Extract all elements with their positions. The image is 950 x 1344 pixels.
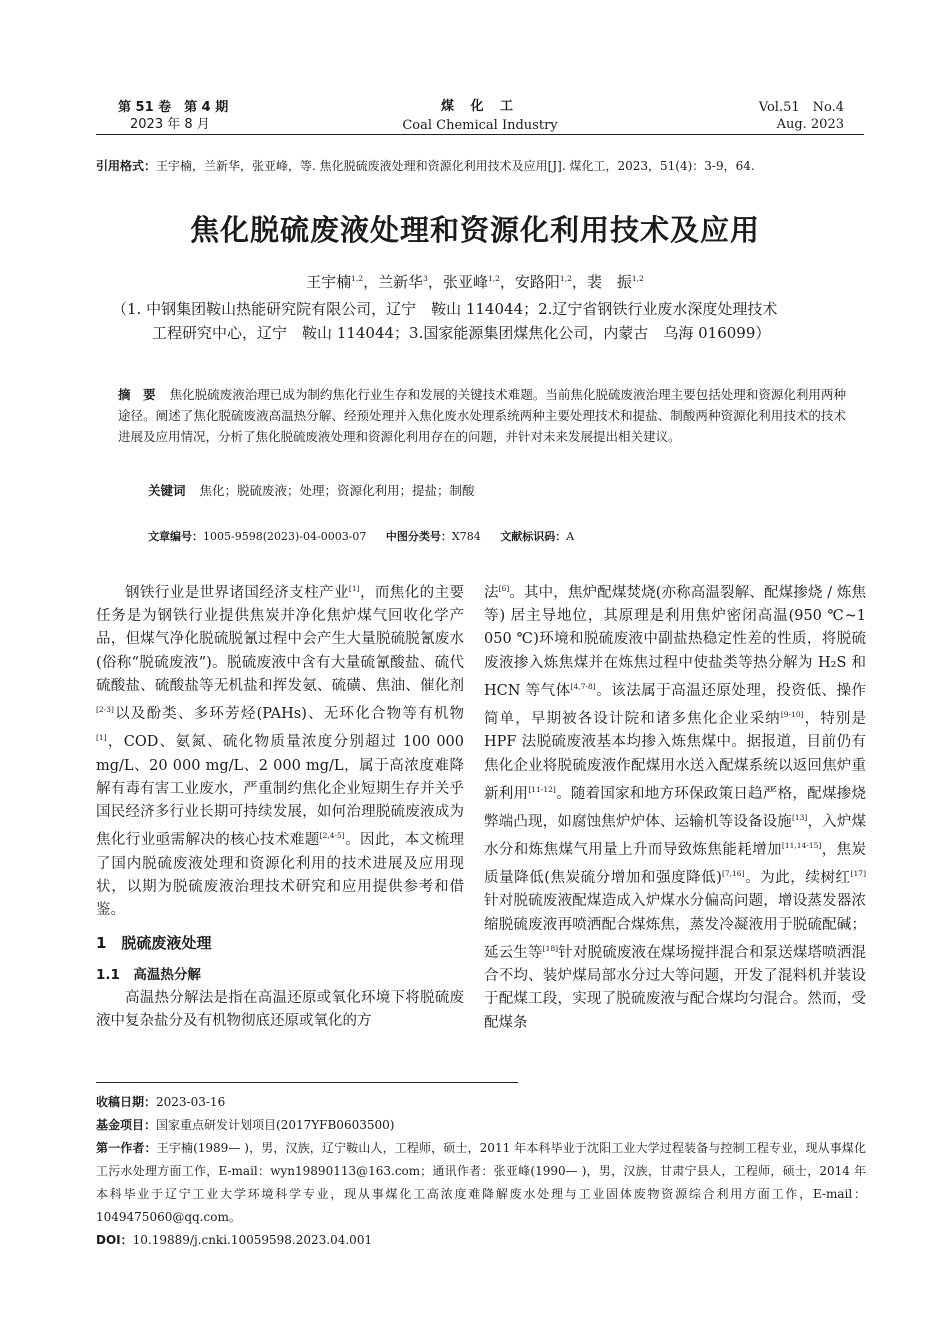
body-paragraph: 高温热分解法是指在高温还原或氧化环境下将脱硫废液中复杂盐分及有机物彻底还原或氧化的方 (96, 990, 464, 1030)
text-run: 法 (484, 584, 499, 601)
text-run: 针对脱硫废液在煤场搅拌混合和泵送煤塔喷洒混合不均、装炉煤局部水分过大等问题，开发了混料机并装设于配煤工段，实现了脱硫废液与配合煤均匀混合。然而，受配煤条 (484, 944, 866, 1031)
reference-mark: [2-3] (96, 705, 114, 715)
article-number-label: 文章编号： (148, 530, 203, 543)
intro-paragraph (96, 577, 464, 922)
text-run: 。其中，焦炉配煤焚烧(亦称高温裂解、配煤掺烧 / 炼焦等) 居主导地位，其原理是利用焦炉密闭高温(950 ℃~1 050 ℃)环境和脱硫废液中副盐热稳定性差的性质，将脱硫废液掺入炼焦煤并在炼焦过程中使盐类等热分解为 (484, 584, 866, 671)
text-run: 。为此，续树红 (744, 870, 851, 887)
citation-label: 引用格式： (96, 159, 157, 173)
author-name: 王宇楠 (306, 273, 352, 291)
header-rule (96, 134, 864, 135)
affiliation-line-2: 工程研究中心，辽宁 鞍山 114044；3.国家能源集团煤焦化公司，内蒙古 乌海 016099） (152, 324, 771, 342)
journal-name-en: Coal Chemical Industry (402, 118, 558, 133)
citation-text: 王宇楠，兰新华，张亚峰，等. 焦化脱硫废液处理和资源化利用技术及应用[J]. 煤化工，2023，51(4)：3-9，64. (156, 159, 755, 173)
author-list: 王宇楠$^{1,2}$，兰新华$^3$，张亚峰$^{1,2}$，安路阳$^{1,2}$，裴 振$^{1,2}$ (306, 273, 644, 291)
doi (96, 1229, 866, 1252)
header-center (330, 97, 630, 135)
abstract (118, 384, 846, 447)
reference-mark: [4,7-8] (570, 682, 596, 692)
clc-label: 中图分类号： (385, 530, 452, 543)
first-author-label: 第一作者： (96, 1141, 157, 1155)
first-author-value: 王宇楠(1989— )，男，汉族，辽宁鞍山人，工程师，硕士，2011 年本科毕业于沈阳工业大学过程装备与控制工程专业，现从事煤化工污水处理方面工作，E-mail：wyn19890113@163.com；通讯作者：张亚峰(1990— )，男，汉族，甘肃宁县人，工程师，硕士，2014 年本科毕业于辽宁工业大学环境科学专业，现从事煤化工高浓度难降解废水处理与工业固体废物资源综合利用方面工作，E-mail：1049475060@qq.com。 (96, 1141, 866, 1224)
chemical-formula: H₂S (818, 654, 847, 671)
reference-mark: [11,14-15] (781, 841, 822, 851)
text-run: ，焦炭质量降低(焦炭硫分增加和强度降低) (484, 841, 866, 887)
reference-mark: [11-12] (528, 784, 556, 794)
author-affiliation-mark: 3 (423, 274, 428, 283)
article-number: 1005-9598(2023)-04-0003-07 (203, 530, 367, 543)
doi-label: DOI： (96, 1233, 133, 1247)
received-label: 收稿日期： (96, 1095, 157, 1109)
reference-mark: [9-10] (780, 710, 804, 720)
abstract-text: 焦化脱硫废液治理已成为制约焦化行业生存和发展的关键技术难题。当前焦化脱硫废液治理主要包括处理和资源化利用两种途径。阐述了焦化脱硫废液高温热分解、经预处理并入焦化废水处理系统两种主要处理技术和提盐、制酸两种资源化利用技术的技术进展及应用情况，分析了焦化脱硫废液处理和资源化利用存在的问题，并针对未来发展提出相关建议。 (118, 387, 846, 444)
fund-project (96, 1114, 866, 1137)
received-date (96, 1091, 866, 1114)
text-run: ，COD、氨氮、硫化物质量浓度分别超过 100 000 mg/L、20 000 mg/L、2 000 mg/L，属于高浓度难降解有毒有害工业废水，严重制约焦化企业短期生存并关乎国民经济多行业长期可持续发展，如何治理脱硫废液成为焦化行业亟需解决的核心技术难题 (96, 734, 464, 849)
affiliation-line-1: （1. 中钢集团鞍山热能研究院有限公司，辽宁 鞍山 114044；2.辽宁省钢铁行业废水深度处理技术 (112, 300, 778, 318)
text-run: ，特别是 HPF 法脱硫废液基本均掺入炼焦煤中。据报道，目前仍有焦化企业将脱硫废液作配煤用水送入配煤系统以返回焦炉重新利用 (484, 710, 867, 802)
reference-mark: [1] (348, 584, 360, 593)
author-affiliation-mark: 1,2 (487, 274, 500, 283)
subsection-heading: 1.1 高温热分解 (96, 966, 201, 983)
author-name: 兰新华 (378, 273, 424, 291)
body-right-column (484, 577, 866, 1035)
journal-name-cn: 煤 化 工 (440, 99, 520, 114)
date-cn: 2023 年 8 月 (130, 117, 210, 132)
reference-mark: [18] (542, 943, 559, 953)
date-en: Aug. 2023 (776, 117, 844, 132)
first-author-note (96, 1137, 866, 1229)
affiliations (112, 297, 852, 345)
body-left-column (96, 577, 464, 1034)
document-code-label: 文献标识码： (500, 530, 567, 543)
keywords (148, 481, 475, 499)
header-right (759, 99, 844, 133)
author-affiliation-mark: 1,2 (559, 274, 572, 283)
reference-mark: [1] (96, 733, 107, 743)
author-affiliation-mark: 1,2 (351, 274, 364, 283)
keywords-label: 关键词 (148, 483, 186, 498)
text-run: 针对脱硫废液配煤造成入炉煤水分偏高问题，增设蒸发器浓缩脱硫废液再喷洒配合煤炼焦，蒸发冷凝液用于脱硫配碱；延云生等 (484, 893, 866, 961)
author-name: 安路阳 (514, 273, 560, 291)
abstract-label: 摘 要 (118, 387, 156, 402)
reference-mark: [6] (498, 584, 510, 593)
footnote-rule (96, 1082, 518, 1083)
author-affiliation-mark: 1,2 (631, 274, 644, 283)
reference-mark: [7,16] (721, 869, 745, 879)
clc-number: X784 (451, 530, 481, 543)
header-left (118, 99, 228, 133)
text-run: ，入炉煤水分和炼焦煤气用量上升而导致炼焦能耗增加 (484, 813, 866, 858)
section-heading: 1 脱硫废液处理 (96, 934, 212, 953)
footnotes (96, 1091, 866, 1252)
text-run: 。因此，本文梳理了国内脱硫废液处理和资源化利用的技术进展及应用现状，以期为脱硫废液治理技术研究和应用提供参考和借鉴。 (96, 832, 465, 919)
body-paragraph (484, 577, 866, 1035)
citation-line (96, 157, 755, 174)
text-run: ，而焦化的主要任务是为钢铁行业提供焦炭并净化焦炉煤气回收化学产品，但煤气净化脱硫脱氰过程中会产生大量脱硫脱氰废水(俗称“脱硫废液”)。脱硫废液中含有大量硫氰酸盐、硫代硫酸盐、硫酸盐等无机盐和挥发氨、硫磺、焦油、催化剂 (96, 584, 464, 695)
text-run: 和 HCN 等气体 (484, 654, 866, 699)
author-name: 裴 振 (586, 273, 632, 291)
text-run: 。随着国家和地方环保政策日趋严格，配煤掺烧弊端凸现，如腐蚀焦炉炉体、运输机等设备设施 (484, 785, 867, 830)
doi-value: 10.19889/j.cnki.10059598.2023.04.001 (132, 1233, 373, 1247)
text-run: 钢铁行业是世界诸国经济支柱产业 (125, 584, 349, 601)
reference-mark: [2,4-5] (319, 831, 345, 841)
paper-title: 焦化脱硫废液处理和资源化利用技术及应用 (189, 213, 760, 247)
text-run: 以及酚类、多环芳烃(PAHs)、无环化合物等有机物 (113, 706, 464, 723)
author-name: 张亚峰 (442, 273, 488, 291)
text-run: 。该法属于高温还原处理，投资低、操作简单，早期被各设计院和诸多焦化企业采纳 (484, 682, 866, 727)
article-meta (148, 528, 574, 544)
received-value: 2023-03-16 (156, 1095, 226, 1109)
reference-mark: [17] (850, 869, 866, 879)
document-code: A (566, 530, 575, 543)
fund-value: 国家重点研发计划项目(2017YFB0603500) (156, 1118, 395, 1132)
reference-mark: [13] (791, 812, 808, 822)
volume-issue-cn: 第 51 卷 第 4 期 (118, 100, 229, 115)
keywords-text: 焦化；脱硫废液；处理；资源化利用；提盐；制酸 (199, 483, 475, 498)
fund-label: 基金项目： (96, 1118, 157, 1132)
volume-issue-en: Vol.51 No.4 (758, 100, 844, 115)
